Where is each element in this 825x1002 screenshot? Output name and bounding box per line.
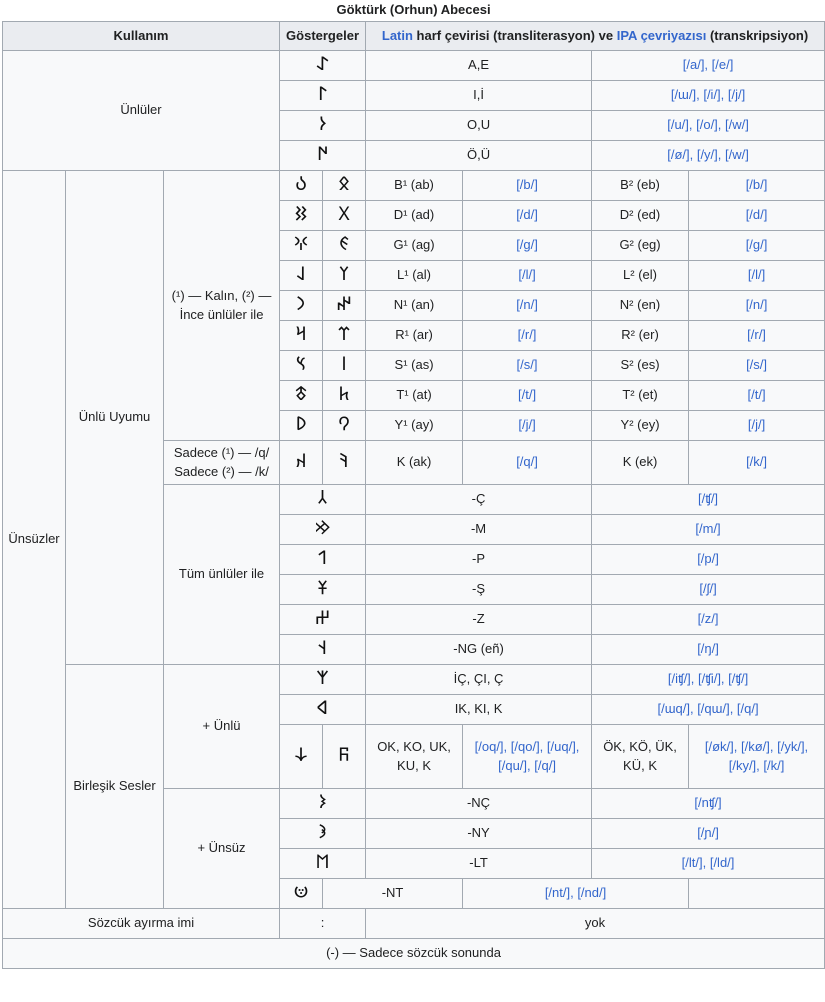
table-row: [3, 939, 825, 969]
ipa-link[interactable]: IPA: [616, 27, 637, 43]
latin-cell: Y² (ey): [592, 411, 689, 441]
latin-cell: -Ç: [366, 485, 592, 515]
latin-cell: -NY: [366, 819, 592, 849]
latin-cell: K (ek): [592, 441, 689, 485]
latin-cell: -Z: [366, 605, 592, 635]
group-only-qk: Sadece (¹) — /q/ Sadece (²) — /k/: [164, 441, 280, 485]
ipa-cell: [/g/]: [463, 231, 592, 261]
glyph-cell: [280, 261, 323, 291]
ipa-cell: [/øk/], [/kø/], [/yk/], [/ky/], [/k/]: [689, 725, 825, 789]
glyph-cell: [280, 725, 323, 789]
ipa-cell: [/iʧ/], [/ʧi/], [/ʧ/]: [592, 665, 825, 695]
table-row: [3, 665, 825, 695]
glyph-cell: [323, 351, 366, 381]
orkhon-glyph: 𐰽: [296, 353, 306, 376]
latin-cell: Ö,Ü: [366, 141, 592, 171]
glyph-cell: [323, 201, 366, 231]
latin-cell: D² (ed): [592, 201, 689, 231]
ipa-cell: [/ɯ/], [/i/], [/j/]: [592, 81, 825, 111]
latin-cell: -M: [366, 515, 592, 545]
word-separator-label: Sözcük ayırma imi: [3, 909, 280, 939]
table-row: [3, 909, 825, 939]
orkhon-glyph: 𐰨: [318, 791, 327, 814]
ipa-cell: [/k/]: [689, 441, 825, 485]
group-vowel-harmony: Ünlü Uyumu: [66, 171, 164, 665]
latin-cell: Y¹ (ay): [366, 411, 463, 441]
latin-cell: -NT: [323, 879, 463, 909]
ipa-cell: [/j/]: [689, 411, 825, 441]
glyph-cell: :: [280, 909, 366, 939]
latin-cell: G² (eg): [592, 231, 689, 261]
table-row: [3, 171, 825, 201]
orkhon-glyph: 𐰉: [295, 173, 307, 196]
latin-cell: ÖK, KÖ, ÜK, KÜ, K: [592, 725, 689, 789]
orkhon-glyph: 𐰆: [318, 113, 327, 136]
latin-cell: T² (et): [592, 381, 689, 411]
glyph-cell: [280, 879, 323, 909]
glyph-cell: [323, 291, 366, 321]
glyph-cell: [280, 411, 323, 441]
glyph-cell: [280, 635, 366, 665]
orkhon-glyph: 𐰴: [295, 450, 307, 473]
orkhon-glyph: 𐰣: [296, 293, 306, 316]
ipa-cell: [/l/]: [463, 261, 592, 291]
table-caption: Göktürk (Orhun) Abecesi: [336, 2, 491, 17]
latin-cell: T¹ (at): [366, 381, 463, 411]
glyph-cell: [280, 485, 366, 515]
glyph-cell: [280, 819, 366, 849]
latin-cell: L¹ (al): [366, 261, 463, 291]
latin-cell: -Ş: [366, 575, 592, 605]
ipa-cell: [/d/]: [463, 201, 592, 231]
orkhon-glyph: 𐰦: [293, 881, 309, 904]
ipa-cell: [/u/], [/o/], [/w/]: [592, 111, 825, 141]
ipa-cell: [/nt/], [/nd/]: [463, 879, 689, 909]
group-consonants: Ünsüzler: [3, 171, 66, 909]
ipa-cell: [/lt/], [/ld/]: [592, 849, 825, 879]
latin-cell: -NG (eñ): [366, 635, 592, 665]
ipa-cell: [/nʧ/]: [592, 789, 825, 819]
orkhon-glyph: 𐰘: [338, 413, 350, 436]
ipa-cell: [/ʃ/]: [592, 575, 825, 605]
ipa-cell: [/q/]: [463, 441, 592, 485]
glyph-cell: [280, 545, 366, 575]
glyph-cell: [323, 725, 366, 789]
ipa-cell: [/ø/], [/y/], [/w/]: [592, 141, 825, 171]
latin-cell: IK, KI, K: [366, 695, 592, 725]
latin-cell: -NÇ: [366, 789, 592, 819]
latin-cell: B¹ (ab): [366, 171, 463, 201]
glyph-cell: [280, 605, 366, 635]
orkhon-glyph: 𐰱: [316, 667, 329, 690]
orkhon-glyph: 𐱁: [317, 577, 328, 600]
ipa-cell: [/n/]: [689, 291, 825, 321]
glyph-cell: [280, 575, 366, 605]
ipa-cell: [/b/]: [463, 171, 592, 201]
latin-cell: -LT: [366, 849, 592, 879]
ipa-cell: [/s/]: [689, 351, 825, 381]
latin-cell: L² (el): [592, 261, 689, 291]
latin-cell: N¹ (an): [366, 291, 463, 321]
group-vowels: Ünlüler: [3, 51, 280, 171]
glyph-cell: [280, 231, 323, 261]
orkhon-glyph: 𐰢: [315, 517, 330, 540]
group-plus-vowel: + Ünlü: [164, 665, 280, 789]
orkhon-glyph: 𐰏: [339, 233, 349, 256]
ipa-cell: [/ɯq/], [/qɯ/], [/q/]: [592, 695, 825, 725]
footnote: (-) — Sadece sözcük sonunda: [3, 939, 825, 969]
orkhon-glyph: 𐰜: [338, 744, 351, 767]
ipa-cell: [/j/]: [463, 411, 592, 441]
glyph-cell: [323, 441, 366, 485]
orkhon-glyph: 𐰪: [318, 821, 327, 844]
orkhon-glyph: 𐰸: [295, 744, 307, 767]
ipa-cell: [/z/]: [592, 605, 825, 635]
ipa-cell: [/ŋ/]: [592, 635, 825, 665]
orkhon-glyph: 𐰲: [317, 487, 328, 510]
latin-cell: İÇ, ÇI, Ç: [366, 665, 592, 695]
latin-cell: A,E: [366, 51, 592, 81]
glyph-cell: [323, 231, 366, 261]
ipa-cell: [/d/]: [689, 201, 825, 231]
glyph-cell: [323, 411, 366, 441]
orkhon-glyph: 𐰠: [338, 263, 350, 286]
orkhon-glyph: 𐰤: [336, 293, 352, 316]
glyph-cell: [280, 171, 323, 201]
orkhon-glyph: 𐰶: [316, 697, 329, 720]
orkhon-glyph: 𐰡: [315, 851, 330, 874]
ipa-cell: [/p/]: [592, 545, 825, 575]
orkhon-glyph: 𐰃: [317, 83, 328, 106]
orkhon-glyph: 𐰍: [294, 233, 308, 256]
latin-cell: D¹ (ad): [366, 201, 463, 231]
ipa-cell: [/m/]: [592, 515, 825, 545]
separator-value: yok: [366, 909, 825, 939]
group-thick-thin: (¹) — Kalın, (²) — İnce ünlüler ile: [164, 171, 280, 441]
glyph-cell: [280, 81, 366, 111]
ipa-cell: [/g/]: [689, 231, 825, 261]
ipa-cell: [/t/]: [463, 381, 592, 411]
glyph-cell: [280, 381, 323, 411]
glyph-cell: [323, 261, 366, 291]
ipa-cell: [/s/]: [463, 351, 592, 381]
group-all-vowels: Tüm ünlüler ile: [164, 485, 280, 665]
latin-cell: I,İ: [366, 81, 592, 111]
glyph-cell: [280, 291, 323, 321]
orkhon-glyph: 𐰑: [295, 203, 307, 226]
header-transliteration: Latin harf çevirisi (transliterasyon) ve IPA çevriyazısı (transkripsiyon): [366, 22, 825, 51]
table-row: [3, 51, 825, 81]
ipa-cell: [/b/]: [689, 171, 825, 201]
orkhon-glyph: 𐰀: [316, 53, 329, 76]
orkhon-glyph: 𐰔: [315, 607, 330, 630]
glyph-cell: [280, 441, 323, 485]
header-signs: Göstergeler: [280, 22, 366, 51]
group-compound: Birleşik Sesler: [66, 665, 164, 909]
glyph-cell: [280, 789, 366, 819]
orkhon-glyph: 𐰇: [316, 143, 329, 166]
glyph-cell: [323, 171, 366, 201]
latin-cell: R² (er): [592, 321, 689, 351]
latin-cell: O,U: [366, 111, 592, 141]
ipa-transcription-link[interactable]: çevriyazısı: [640, 27, 707, 43]
glyph-cell: [323, 381, 366, 411]
latin-cell: G¹ (ag): [366, 231, 463, 261]
ipa-cell: [/ɲ/]: [592, 819, 825, 849]
ipa-cell: [/ʧ/]: [592, 485, 825, 515]
ipa-cell: [/r/]: [689, 321, 825, 351]
glyph-cell: [280, 201, 323, 231]
latin-link[interactable]: Latin: [381, 27, 413, 43]
latin-cell: OK, KO, UK, KU, K: [366, 725, 463, 789]
orkhon-glyph: 𐱅: [338, 383, 350, 406]
ipa-cell: [/a/], [/e/]: [592, 51, 825, 81]
ipa-cell: [/oq/], [/qo/], [/uq/], [/qu/], [/q/]: [463, 725, 592, 789]
orkhon-glyph: 𐰺: [295, 323, 307, 346]
latin-cell: S² (es): [592, 351, 689, 381]
group-plus-consonant: + Ünsüz: [164, 789, 280, 909]
orkhon-glyph: 𐰭: [317, 637, 328, 660]
orkhon-glyph: 𐰚: [339, 450, 349, 473]
latin-cell: K (ak): [366, 441, 463, 485]
glyph-cell: [280, 695, 366, 725]
header-usage: Kullanım: [3, 22, 280, 51]
glyph-cell: [280, 51, 366, 81]
latin-cell: B² (eb): [592, 171, 689, 201]
orkhon-glyph: 𐰼: [338, 323, 350, 346]
orkhon-glyph: 𐰯: [317, 547, 328, 570]
ipa-cell: [/t/]: [689, 381, 825, 411]
orkhon-glyph: 𐰓: [338, 203, 350, 226]
orkhon-glyph: 𐰞: [296, 263, 306, 286]
glyph-cell: [280, 321, 323, 351]
latin-cell: S¹ (as): [366, 351, 463, 381]
glyph-cell: [280, 849, 366, 879]
latin-cell: N² (en): [592, 291, 689, 321]
orkhon-glyph: 𐰖: [295, 413, 307, 436]
ipa-cell: [/l/]: [689, 261, 825, 291]
glyph-cell: [280, 351, 323, 381]
orkhon-glyph: 𐰾: [341, 353, 347, 376]
latin-cell: -P: [366, 545, 592, 575]
ipa-cell: [/n/]: [463, 291, 592, 321]
glyph-cell: [323, 321, 366, 351]
glyph-cell: [280, 515, 366, 545]
empty-cell: [689, 879, 825, 909]
glyph-cell: [280, 141, 366, 171]
glyph-cell: [280, 665, 366, 695]
gokturk-alphabet-table: [2, 0, 825, 969]
latin-cell: R¹ (ar): [366, 321, 463, 351]
orkhon-glyph: 𐰋: [338, 173, 350, 196]
orkhon-glyph: 𐱃: [294, 383, 308, 406]
ipa-cell: [/r/]: [463, 321, 592, 351]
glyph-cell: [280, 111, 366, 141]
